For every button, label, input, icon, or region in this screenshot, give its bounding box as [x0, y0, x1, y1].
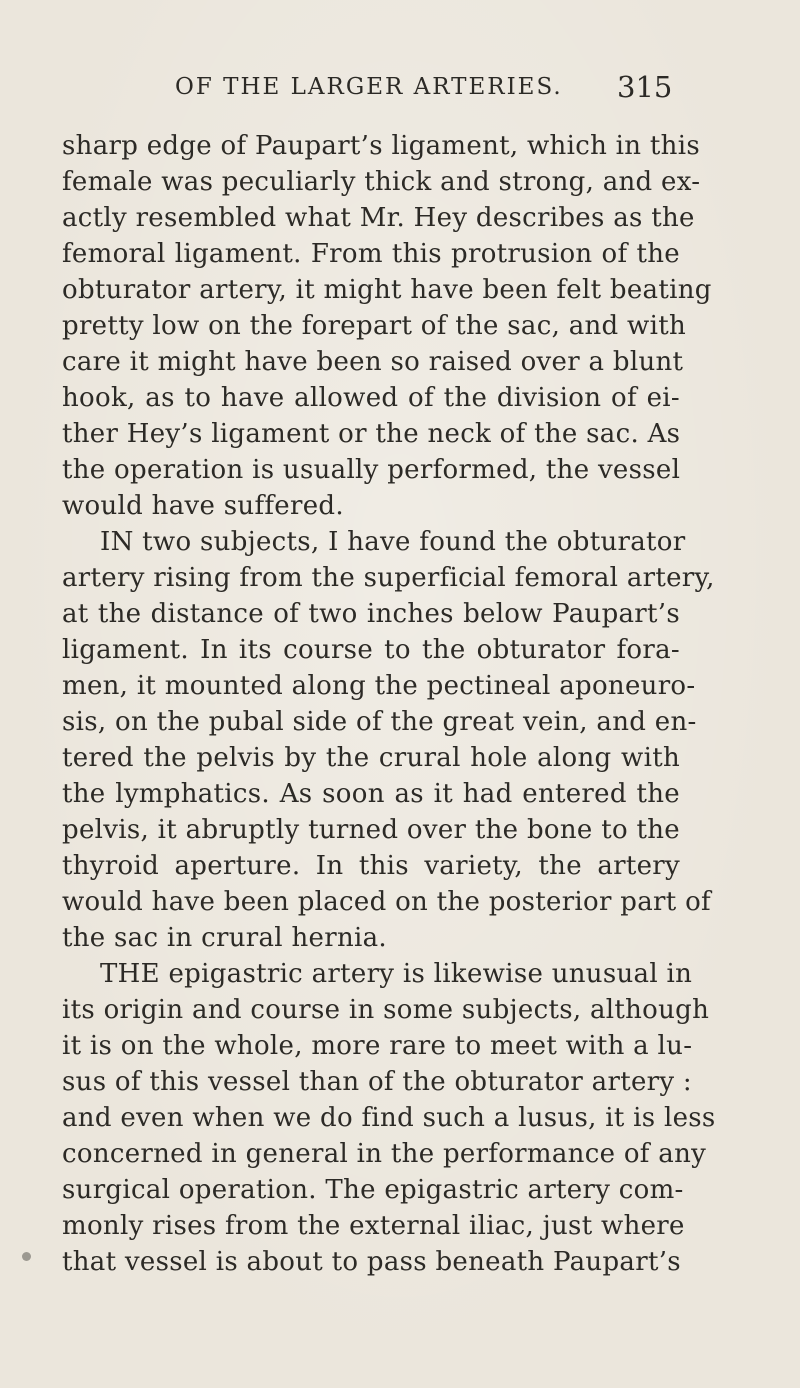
text-line: tered the pelvis by the crural hole along with	[62, 743, 680, 773]
text-line: pelvis, it abruptly turned over the bone to the	[62, 815, 680, 845]
text-line: sus of this vessel than of the obturator artery :	[62, 1067, 692, 1097]
text-line: thyroid aperture. In this variety, the artery	[62, 851, 680, 881]
text-line: actly resembled what Mr. Hey describes as the	[62, 203, 695, 233]
text-line: it is on the whole, more rare to meet with a lu-	[62, 1031, 693, 1061]
text-line: ther Hey’s ligament or the neck of the sac. As	[62, 419, 681, 449]
text-line: sharp edge of Paupart’s ligament, which in this	[62, 131, 700, 161]
paragraph-start-line: THE epigastric artery is likewise unusual in	[100, 959, 693, 989]
text-line: ligament. In its course to the obturator fora-	[62, 635, 680, 665]
page-header	[0, 70, 800, 114]
running-head: OF THE LARGER ARTERIES.	[175, 74, 563, 100]
text-line: and even when we do find such a lusus, it is less	[62, 1103, 716, 1133]
text-line: would have been placed on the posterior part of	[62, 887, 711, 917]
text-line: care it might have been so raised over a blunt	[62, 347, 684, 377]
text-line: obturator artery, it might have been felt beating	[62, 275, 712, 305]
text-line: the sac in crural hernia.	[62, 923, 387, 953]
text-line: hook, as to have allowed of the division of ei-	[62, 383, 680, 413]
text-line: sis, on the pubal side of the great vein, and en-	[62, 707, 697, 737]
paragraph-start-line: IN two subjects, I have found the obturator	[100, 527, 686, 557]
text-line: the operation is usually performed, the vessel	[62, 455, 681, 485]
text-line: at the distance of two inches below Paupart’s	[62, 599, 680, 629]
text-line: female was peculiarly thick and strong, and ex-	[62, 167, 701, 197]
text-line: monly rises from the external iliac, just where	[62, 1211, 685, 1241]
text-line: surgical operation. The epigastric artery com-	[62, 1175, 684, 1205]
text-line: artery rising from the superficial femoral artery,	[62, 563, 715, 593]
margin-spot	[22, 1252, 31, 1261]
text-line: would have suffered.	[62, 491, 344, 521]
text-line: pretty low on the forepart of the sac, and with	[62, 311, 687, 341]
text-line: that vessel is about to pass beneath Paupart’s	[62, 1247, 681, 1277]
text-line: men, it mounted along the pectineal aponeuro-	[62, 671, 696, 701]
text-line: femoral ligament. From this protrusion of the	[62, 239, 680, 269]
page-number: 315	[617, 70, 673, 104]
text-line: concerned in general in the performance of any	[62, 1139, 707, 1169]
text-line: the lymphatics. As soon as it had entered the	[62, 779, 680, 809]
text-line: its origin and course in some subjects, although	[62, 995, 710, 1025]
